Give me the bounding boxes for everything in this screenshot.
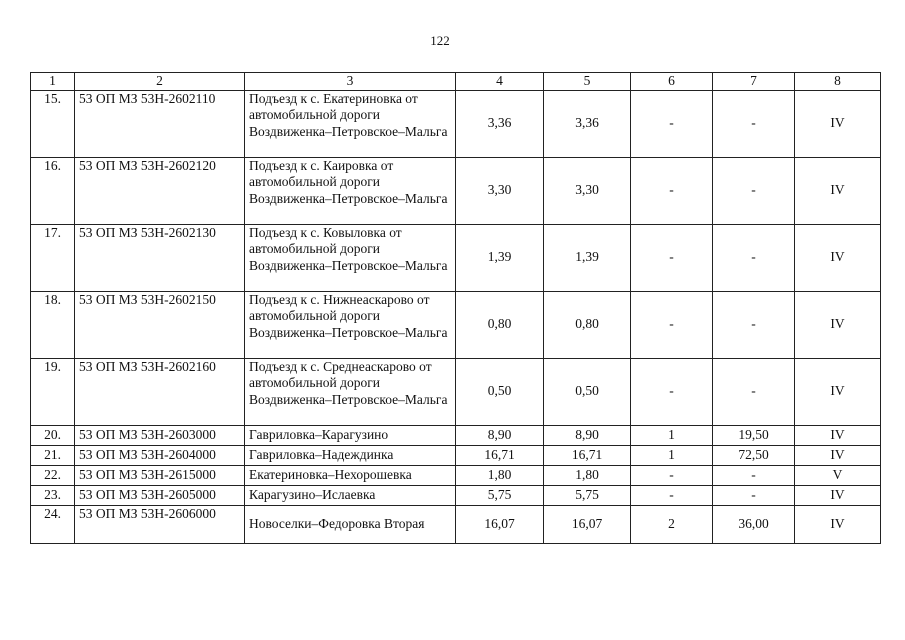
road-code: 53 ОП МЗ 53Н-2602110 [75, 90, 245, 157]
road-name: Подъезд к с. Среднеаскарово от автомобильной дороги Воздвиженка–Петровское–Мальга [245, 358, 456, 425]
road-name: Гавриловка–Надеждинка [245, 445, 456, 465]
col-6-value: 2 [631, 505, 713, 543]
col-5-value: 3,36 [544, 90, 631, 157]
header-cell: 3 [245, 73, 456, 91]
header-cell: 8 [795, 73, 881, 91]
header-cell: 6 [631, 73, 713, 91]
category-value: IV [795, 90, 881, 157]
road-code: 53 ОП МЗ 53Н-2604000 [75, 445, 245, 465]
row-number: 21. [31, 445, 75, 465]
col-4-value: 16,07 [456, 505, 544, 543]
category-value: IV [795, 157, 881, 224]
category-value: IV [795, 485, 881, 505]
col-6-value: - [631, 90, 713, 157]
header-cell: 5 [544, 73, 631, 91]
col-6-value: - [631, 358, 713, 425]
road-code: 53 ОП МЗ 53Н-2605000 [75, 485, 245, 505]
col-6-value: - [631, 465, 713, 485]
road-code: 53 ОП МЗ 53Н-2602150 [75, 291, 245, 358]
col-5-value: 5,75 [544, 485, 631, 505]
road-code: 53 ОП МЗ 53Н-2603000 [75, 425, 245, 445]
col-4-value: 16,71 [456, 445, 544, 465]
col-7-value: - [713, 291, 795, 358]
col-7-value: 19,50 [713, 425, 795, 445]
header-cell: 7 [713, 73, 795, 91]
col-7-value: - [713, 157, 795, 224]
col-7-value: - [713, 485, 795, 505]
road-code: 53 ОП МЗ 53Н-2606000 [75, 505, 245, 543]
row-number: 16. [31, 157, 75, 224]
col-5-value: 1,80 [544, 465, 631, 485]
category-value: IV [795, 505, 881, 543]
col-4-value: 5,75 [456, 485, 544, 505]
col-5-value: 16,71 [544, 445, 631, 465]
table-row [31, 358, 881, 425]
page-number: 122 [430, 33, 450, 48]
table-row [31, 157, 881, 224]
col-6-value: 1 [631, 425, 713, 445]
col-6-value: - [631, 485, 713, 505]
table-row [31, 465, 881, 485]
table-row [31, 90, 881, 157]
row-number: 22. [31, 465, 75, 485]
category-value: IV [795, 425, 881, 445]
header-cell: 2 [75, 73, 245, 91]
road-name: Подъезд к с. Каировка от автомобильной дороги Воздвиженка–Петровское–Мальга [245, 157, 456, 224]
row-number: 19. [31, 358, 75, 425]
road-name: Гавриловка–Карагузино [245, 425, 456, 445]
row-number: 23. [31, 485, 75, 505]
road-code: 53 ОП МЗ 53Н-2615000 [75, 465, 245, 485]
row-number: 24. [31, 505, 75, 543]
row-number: 18. [31, 291, 75, 358]
table-row [31, 485, 881, 505]
road-name: Новоселки–Федоровка Вторая [245, 505, 456, 543]
col-5-value: 0,80 [544, 291, 631, 358]
road-code: 53 ОП МЗ 53Н-2602130 [75, 224, 245, 291]
road-name: Подъезд к с. Нижнеаскарово от автомобильной дороги Воздвиженка–Петровское–Мальга [245, 291, 456, 358]
road-name: Подъезд к с. Ковыловка от автомобильной дороги Воздвиженка–Петровское–Мальга [245, 224, 456, 291]
road-name: Подъезд к с. Екатериновка от автомобильной дороги Воздвиженка–Петровское–Мальга [245, 90, 456, 157]
roads-table [30, 72, 881, 544]
col-4-value: 1,80 [456, 465, 544, 485]
col-7-value: 36,00 [713, 505, 795, 543]
table-row [31, 505, 881, 543]
road-name: Карагузино–Ислаевка [245, 485, 456, 505]
col-4-value: 0,50 [456, 358, 544, 425]
col-4-value: 0,80 [456, 291, 544, 358]
col-4-value: 3,36 [456, 90, 544, 157]
table-row [31, 291, 881, 358]
table-row [31, 425, 881, 445]
col-6-value: - [631, 157, 713, 224]
road-code: 53 ОП МЗ 53Н-2602120 [75, 157, 245, 224]
category-value: IV [795, 224, 881, 291]
row-number: 15. [31, 90, 75, 157]
col-4-value: 8,90 [456, 425, 544, 445]
header-cell: 4 [456, 73, 544, 91]
col-7-value: - [713, 465, 795, 485]
category-value: V [795, 465, 881, 485]
category-value: IV [795, 358, 881, 425]
col-5-value: 0,50 [544, 358, 631, 425]
col-7-value: - [713, 90, 795, 157]
header-cell: 1 [31, 73, 75, 91]
col-7-value: 72,50 [713, 445, 795, 465]
col-5-value: 8,90 [544, 425, 631, 445]
col-6-value: 1 [631, 445, 713, 465]
row-number: 20. [31, 425, 75, 445]
col-4-value: 1,39 [456, 224, 544, 291]
row-number: 17. [31, 224, 75, 291]
col-7-value: - [713, 358, 795, 425]
table-row [31, 445, 881, 465]
col-4-value: 3,30 [456, 157, 544, 224]
header-row [31, 73, 881, 91]
col-5-value: 3,30 [544, 157, 631, 224]
col-5-value: 1,39 [544, 224, 631, 291]
table-row [31, 224, 881, 291]
road-name: Екатериновка–Нехорошевка [245, 465, 456, 485]
category-value: IV [795, 445, 881, 465]
col-7-value: - [713, 224, 795, 291]
category-value: IV [795, 291, 881, 358]
col-6-value: - [631, 224, 713, 291]
road-code: 53 ОП МЗ 53Н-2602160 [75, 358, 245, 425]
col-6-value: - [631, 291, 713, 358]
col-5-value: 16,07 [544, 505, 631, 543]
